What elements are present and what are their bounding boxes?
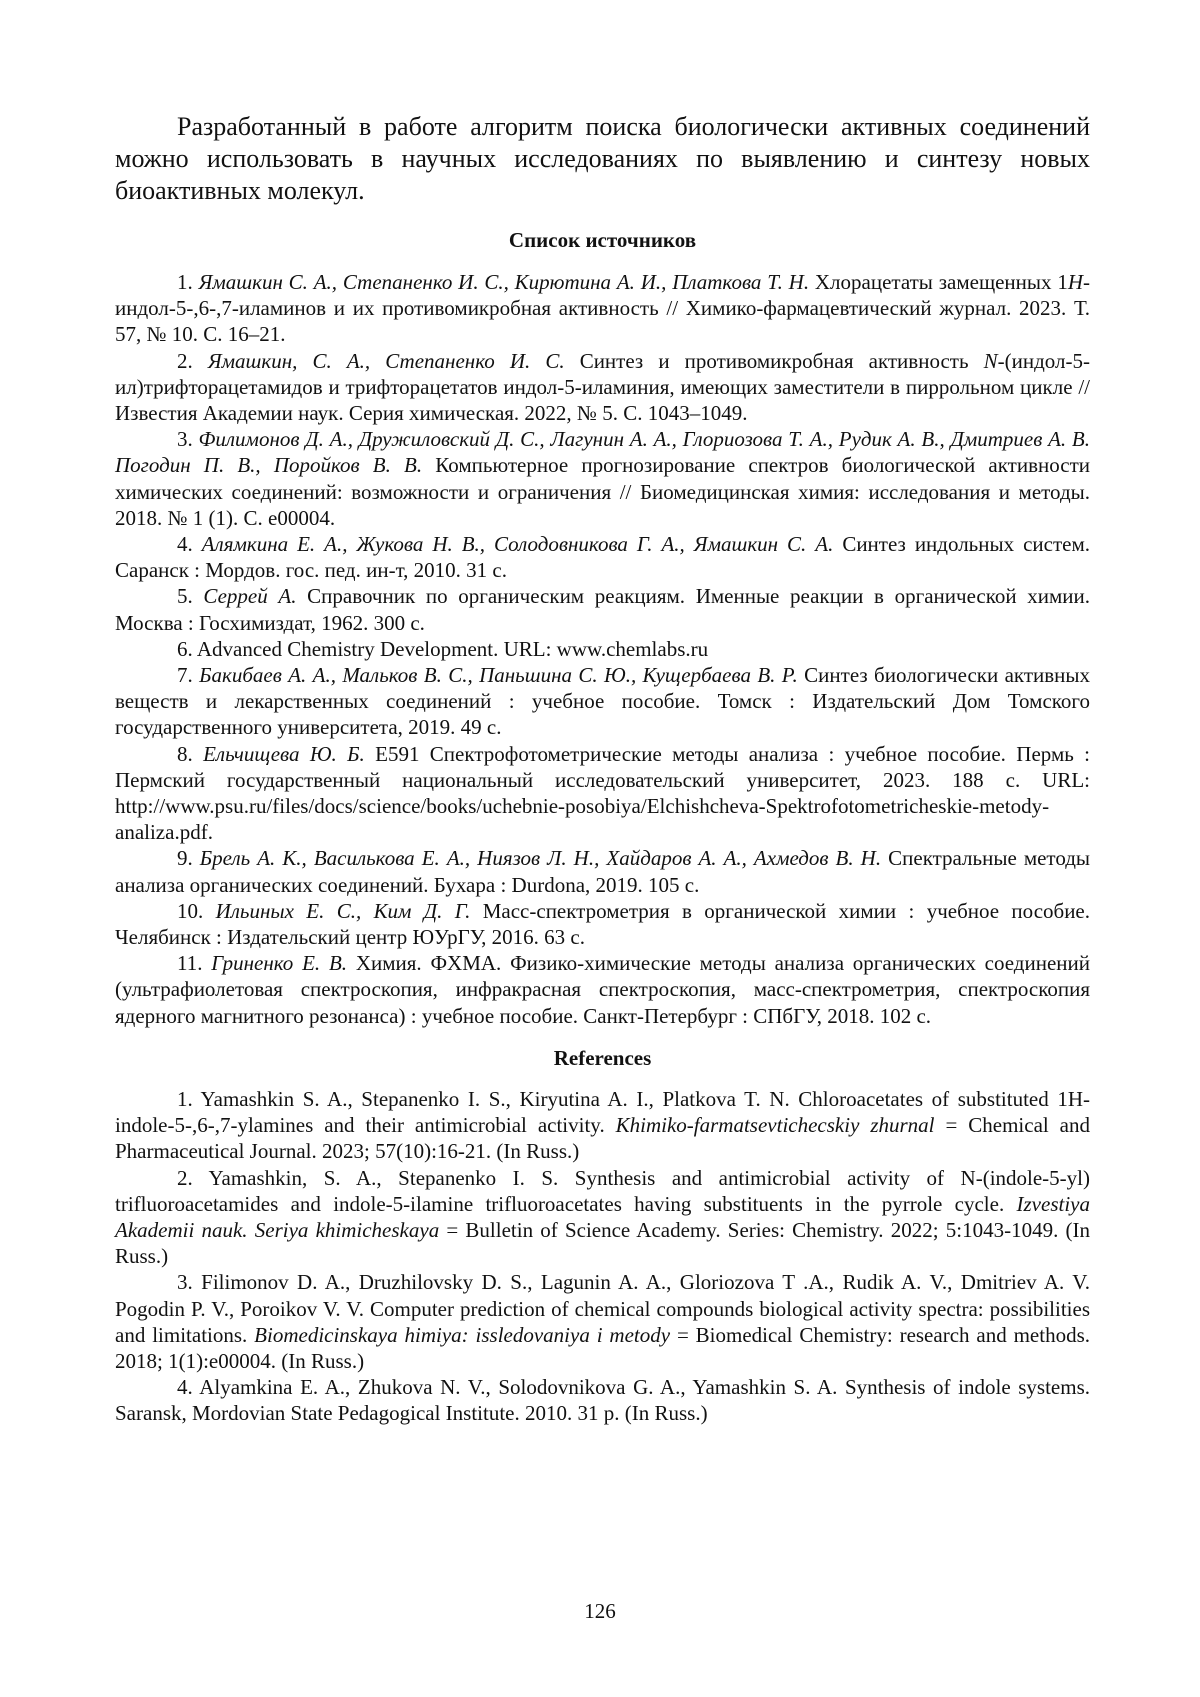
source-authors: Ильиных Е. С., Ким Д. Г. xyxy=(215,898,471,923)
reference-journal: Biomedicinskaya himiya: issledovaniya i metody xyxy=(254,1322,671,1347)
references-heading: References xyxy=(553,1045,652,1070)
source-item-2: 2. Ямашкин, С. А., Степаненко И. С. Синтез и противомикробная активность N-(индол-5-ил)трифторацетамидов и трифторацетатов индол-5-иламиния, имеющих заместители в пиррольном цикле // Известия Академии наук. Серия химическая. 2022, № 5. С. 1043–1049. xyxy=(115,348,1090,426)
source-item-1: 1. Ямашкин С. А., Степаненко И. С., Кирютина А. И., Платкова Т. Н. Хлорацетаты замещенных 1H-индол-5-,6-,7-иламинов и их противомикробная активность // Химико-фармацевтический журнал. 2023. Т. 57, № 10. С. 16–21. xyxy=(115,270,1091,347)
source-authors: Брель А. К., Василькова Е. А., Ниязов Л. Н., Хайдаров А. А., Ахмедов В. Н. xyxy=(199,846,882,871)
source-authors: Ельчищева Ю. Б. xyxy=(203,741,365,766)
source-item-5: 5. Серрей А. Справочник по органическим реакциям. Именные реакции в органической химии. Москва : Госхимиздат, 1962. 300 с. xyxy=(115,584,1091,635)
source-authors: Ямашкин, С. А., Степаненко И. С. xyxy=(207,348,565,373)
source-item-4: 4. Алямкина Е. А., Жукова Н. В., Солодовникова Г. А., Ямашкин С. А. Синтез индольных систем. Саранск : Мордов. гос. пед. ин-т, 2010. 31 с. xyxy=(115,532,1090,583)
source-item-8: 8. Ельчищева Ю. Б. Е591 Спектрофотометрические методы анализа : учебное пособие. Пермь : Пермский государственный национальный исследовательский университет, 2023. 188 с. URL: http://www.psu.ru/files/docs/science/books/uchebnie-posobiya/Elchishcheva-Spektrofotometricheskie-metody-analiza.pdf. xyxy=(115,741,1090,845)
reference-item-1: 1. Yamashkin S. A., Stepanenko I. S., Kiryutina A. I., Platkova T. N. Chloroacetates of substituted 1H-indole-5-,6-,7-ylamines and their antimicrobial activity. Khimiko-farmatsevtichecskiy zhurnal = Chemical and Pharmaceutical Journal. 2023; 57(10):16-21. (In Russ.) xyxy=(115,1086,1091,1164)
sources-heading: Список источников xyxy=(508,228,697,252)
source-item-7: 7. Бакибаев А. А., Мальков В. С., Паньшина С. Ю., Кущербаева В. Р. Синтез биологически активных веществ и лекарственных соединений : учебное пособие. Томск : Издательский Дом Томского государственного университета, 2019. 49 с. xyxy=(115,663,1090,740)
source-item-3: 3. Филимонов Д. А., Дружиловский Д. С., Лагунин А. А., Глориозова Т. А., Рудик А. В., Дмитриев А. В. Погодин П. В., Поройков В. В. Компьютерное прогнозирование спектров биологической активности химических соединений: возможности и ограничения // Биомедицинская химия: исследования и методы. 2018. № 1 (1). С. e00004. xyxy=(115,427,1090,530)
source-item-10: 10. Ильиных Е. С., Ким Д. Г. Масс-спектрометрия в органической химии : учебное пособие. Челябинск : Издательский центр ЮУрГУ, 2016. 63 с. xyxy=(115,898,1091,950)
conclusion-paragraph: Разработанный в работе алгоритм поиска биологически активных соединений можно использовать в научных исследованиях по выявлению и синтезу новых биоактивных молекул. xyxy=(115,112,1090,205)
reference-item-2: 2. Yamashkin, S. A., Stepanenko I. S. Synthesis and antimicrobial activity of N-(indole-5-yl) trifluoroacetamides and indole-5-ilamine trifluoroacetates having substituents in the pyrrole cycle. Izvestiya Akademii nauk. Seriya khimicheskaya = Bulletin of Science Academy. Series: Chemistry. 2022; 5:1043-1049. (In Russ.) xyxy=(115,1165,1090,1269)
reference-item-3: 3. Filimonov D. A., Druzhilovsky D. S., Lagunin A. A., Gloriozova T .A., Rudik A. V., Dmitriev A. V. Pogodin P. V., Poroikov V. V. Computer prediction of chemical compounds biological activity spectra: possibilities and limitations. Biomedicinskaya himiya: issledovaniya i metody = Biomedical Chemistry: research and methods. 2018; 1(1):e00004. (In Russ.) xyxy=(115,1270,1091,1373)
source-authors: Алямкина Е. А., Жукова Н. В., Солодовникова Г. А., Ямашкин С. А. xyxy=(201,532,834,557)
source-item-11: 11. Гриненко Е. В. Химия. ФХМА. Физико-химические методы анализа органических соединений (ультрафиолетовая спектроскопия, инфракрасная спектроскопия, масс-спектрометрия, спектроскопия ядерного магнитного резонанса) : учебное пособие. Санкт-Петербург : СПбГУ, 2018. 102 с. xyxy=(115,951,1090,1028)
sources-list xyxy=(115,269,1090,1029)
source-item-9: 9. Брель А. К., Василькова Е. А., Ниязов Л. Н., Хайдаров А. А., Ахмедов В. Н. Спектральные методы анализа органических соединений. Бухара : Durdona, 2019. 105 с. xyxy=(115,846,1091,897)
reference-journal: Izvestiya Akademii nauk. Seriya khimicheskaya xyxy=(115,1191,1090,1242)
source-authors: Филимонов Д. А., Дружиловский Д. С., Лагунин А. А., Глориозова Т. А., Рудик А. В., Дмитриев А. В. Погодин П. В., Поройков В. В. xyxy=(115,427,1090,478)
source-authors: Гриненко Е. В. xyxy=(211,951,348,976)
source-authors: Бакибаев А. А., Мальков В. С., Паньшина С. Ю., Кущербаева В. Р. xyxy=(199,663,798,688)
reference-item-4: 4. Alyamkina E. A., Zhukova N. V., Solodovnikova G. A., Yamashkin S. A. Synthesis of indole systems. Saransk, Mordovian State Pedagogical Institute. 2010. 31 p. (In Russ.) xyxy=(115,1375,1090,1426)
references-list xyxy=(115,1086,1090,1427)
reference-journal: Khimiko-farmatsevtichecskiy zhurnal xyxy=(615,1113,935,1138)
page-number: 126 xyxy=(584,1599,616,1623)
source-authors: Серрей А. xyxy=(203,584,297,609)
source-item-6: 6. Advanced Chemistry Development. URL: www.chemlabs.ru xyxy=(177,636,709,661)
source-authors: Ямашкин С. А., Степаненко И. С., Кирютина А. И., Платкова Т. Н. xyxy=(198,270,810,294)
page-content xyxy=(115,111,1090,1427)
